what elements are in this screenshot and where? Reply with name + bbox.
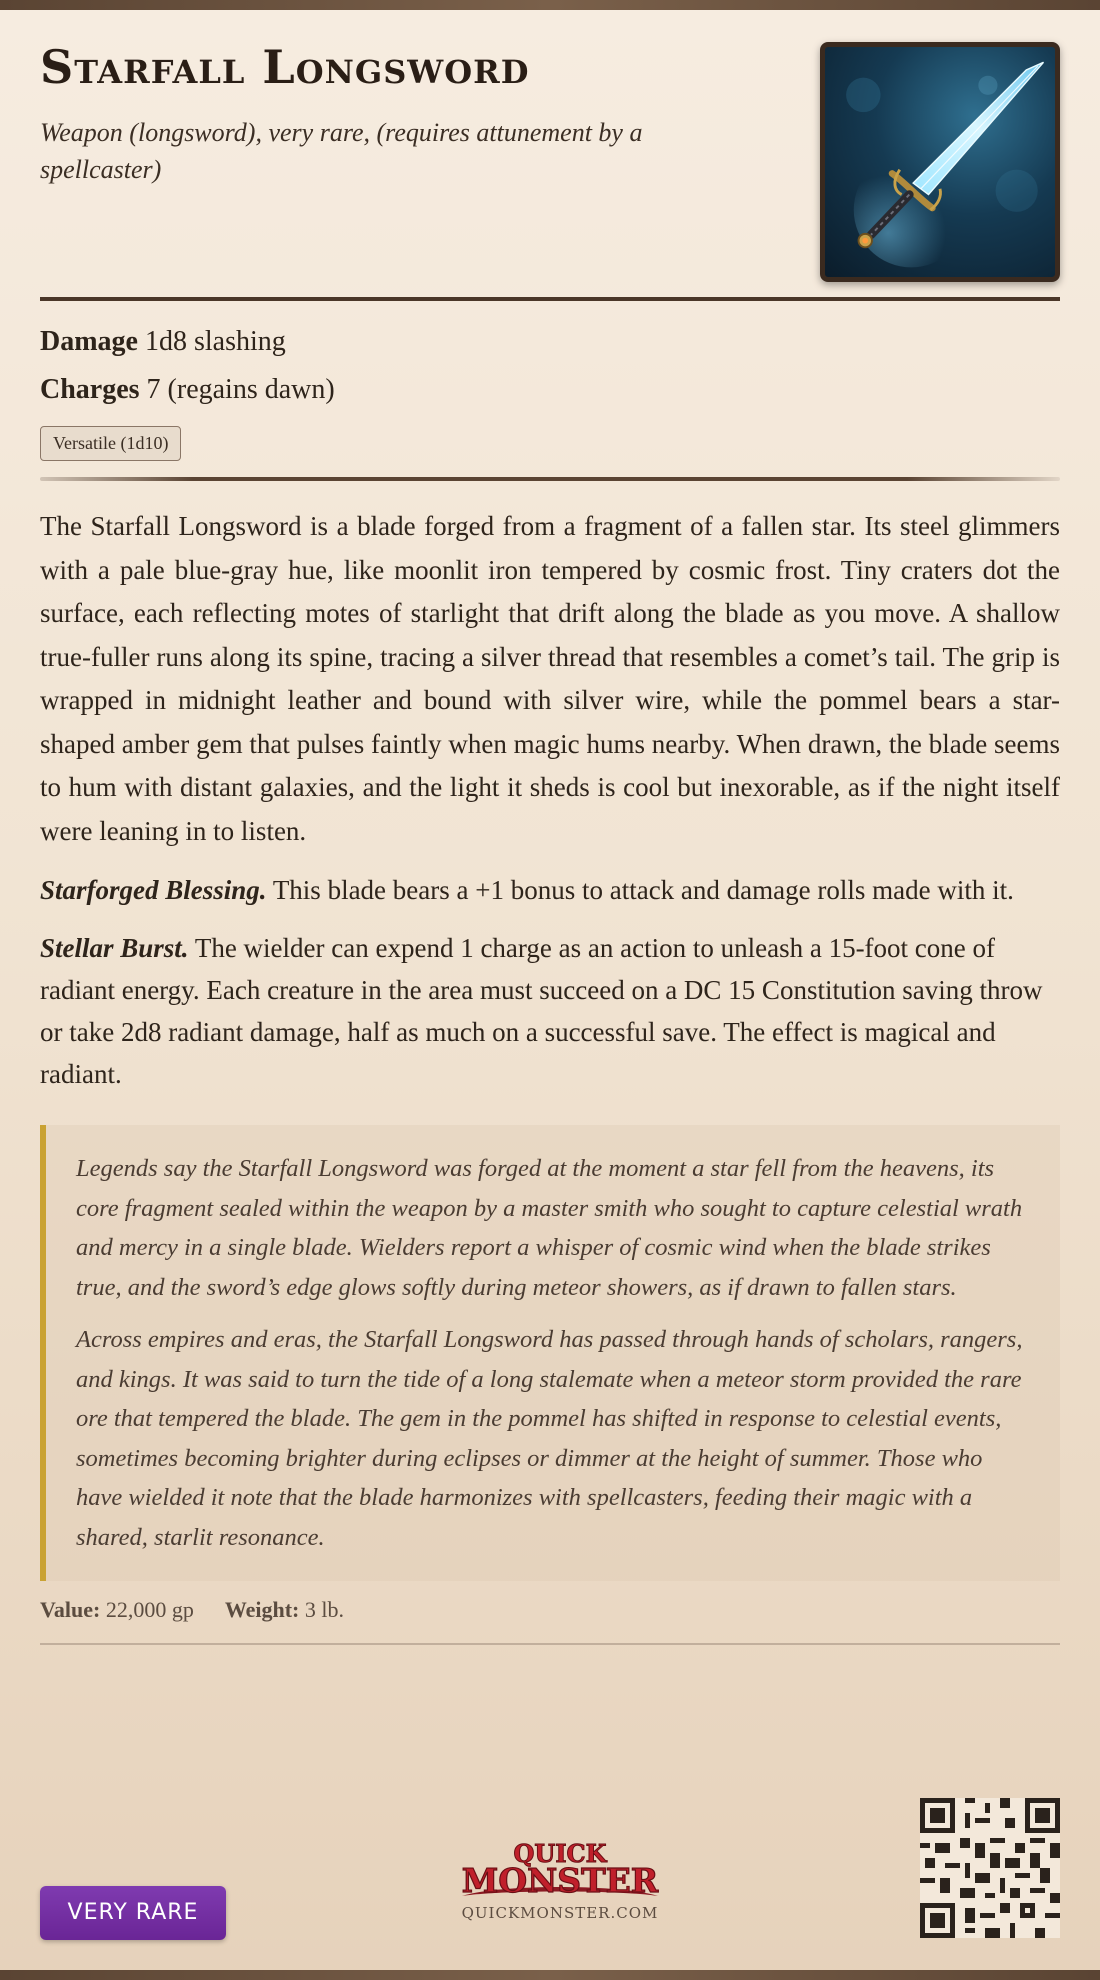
item-description: The Starfall Longsword is a blade forged from a fragment of a fallen star. Its steel glimmers with a pale blue-gray hue, like moonlit iron tempered by cosmic frost. Tiny craters dot the surface, each reflecting motes of starlight that drift along the blade as you move. A shallow true-fuller runs along its spine, tracing a silver thread that resembles a comet’s tail. The grip is wrapped in midnight leather and bound with silver wire, while the pommel bears a star-shaped amber gem that pulses faintly when magic hums nearby. When drawn, the blade seems to hum with distant galaxies, and the light it sheds is cool but inexorable, as if the night itself were leaning in to listen. [40, 511, 1060, 846]
charges-stat [40, 366, 1060, 414]
value-weight-line [40, 1593, 1060, 1627]
rarity-badge: VERY RARE [40, 1886, 226, 1940]
lore-paragraph: Across empires and eras, the Starfall Longsword has passed through hands of scholars, rangers, and kings. It was said to turn the tide of a long stalemate when a meteor storm provided the rare ore that tempered the blade. The gem in the pommel has shifted in response to celestial events, sometimes becoming brighter during eclipses or dimmer at the height of summer. Those who have wielded it note that the blade harmonizes with spellcasters, feeding their magic with a shared, starlit resonance. [76, 1326, 1023, 1551]
damage-label: Damage [40, 326, 138, 357]
item-subtitle: Weapon (longsword), very rare, (requires attunement by a spellcaster) [40, 118, 643, 184]
top-border [0, 0, 1100, 10]
stats-divider [40, 477, 1060, 481]
value-label: Value: [40, 1597, 101, 1622]
logo-line2: MONSTER [461, 1861, 659, 1900]
item-card [40, 10, 1060, 1970]
qr-code [920, 1798, 1060, 1938]
charges-value: 7 (regains dawn) [146, 374, 335, 405]
charges-label: Charges [40, 374, 140, 405]
value-amount: 22,000 gp [105, 1597, 194, 1622]
qr-code-icon[interactable] [920, 1798, 1060, 1938]
ability-starforged-blessing [40, 869, 1060, 911]
ability-text: The wielder can expend 1 charge as an action to unleash a 15-foot cone of radiant energy. Each creature in the area must succeed on a DC 15 Constitution saving throw or take 2d8 radiant damage, half as much on a successful save. The effect is magical and radiant. [40, 933, 1043, 1089]
card-footer [40, 1786, 1060, 1946]
item-title: Starfall Longsword [40, 40, 530, 94]
footer-divider [40, 1643, 1060, 1645]
weight-label: Weight: [224, 1597, 300, 1622]
weight-amount: 3 lb. [304, 1597, 344, 1622]
ability-name: Stellar Burst. [40, 933, 189, 963]
sword-illustration [820, 42, 1060, 282]
ability-name: Starforged Blessing. [40, 875, 267, 905]
quickmonster-logo[interactable] [460, 1838, 660, 1922]
logo-icon [460, 1838, 660, 1902]
logo-line1: QUICK [513, 1839, 607, 1868]
bottom-border [0, 1970, 1100, 1980]
stats-block [40, 318, 1060, 481]
ability-text: This blade bears a +1 bonus to attack and damage rolls made with it. [272, 875, 1014, 905]
header-divider [40, 297, 1060, 301]
damage-value: 1d8 slashing [144, 326, 286, 357]
lore-paragraph: Legends say the Starfall Longsword was forged at the moment a star fell from the heavens, its core fragment sealed within the weapon by a master smith who sought to capture celestial wrath and mercy in a single blade. Wielders report a whisper of cosmic wind when the blade strikes true, and the sword’s edge glows softly during meteor showers, as if drawn to fallen stars. [76, 1155, 1023, 1301]
damage-stat [40, 318, 1060, 366]
sword-icon [825, 47, 1055, 277]
ability-stellar-burst [40, 927, 1060, 1095]
logo-url[interactable]: QUICKMONSTER.COM [461, 1904, 659, 1922]
lore-block [40, 1125, 1060, 1581]
property-tag: Versatile (1d10) [40, 426, 181, 461]
card-header [40, 10, 1060, 300]
